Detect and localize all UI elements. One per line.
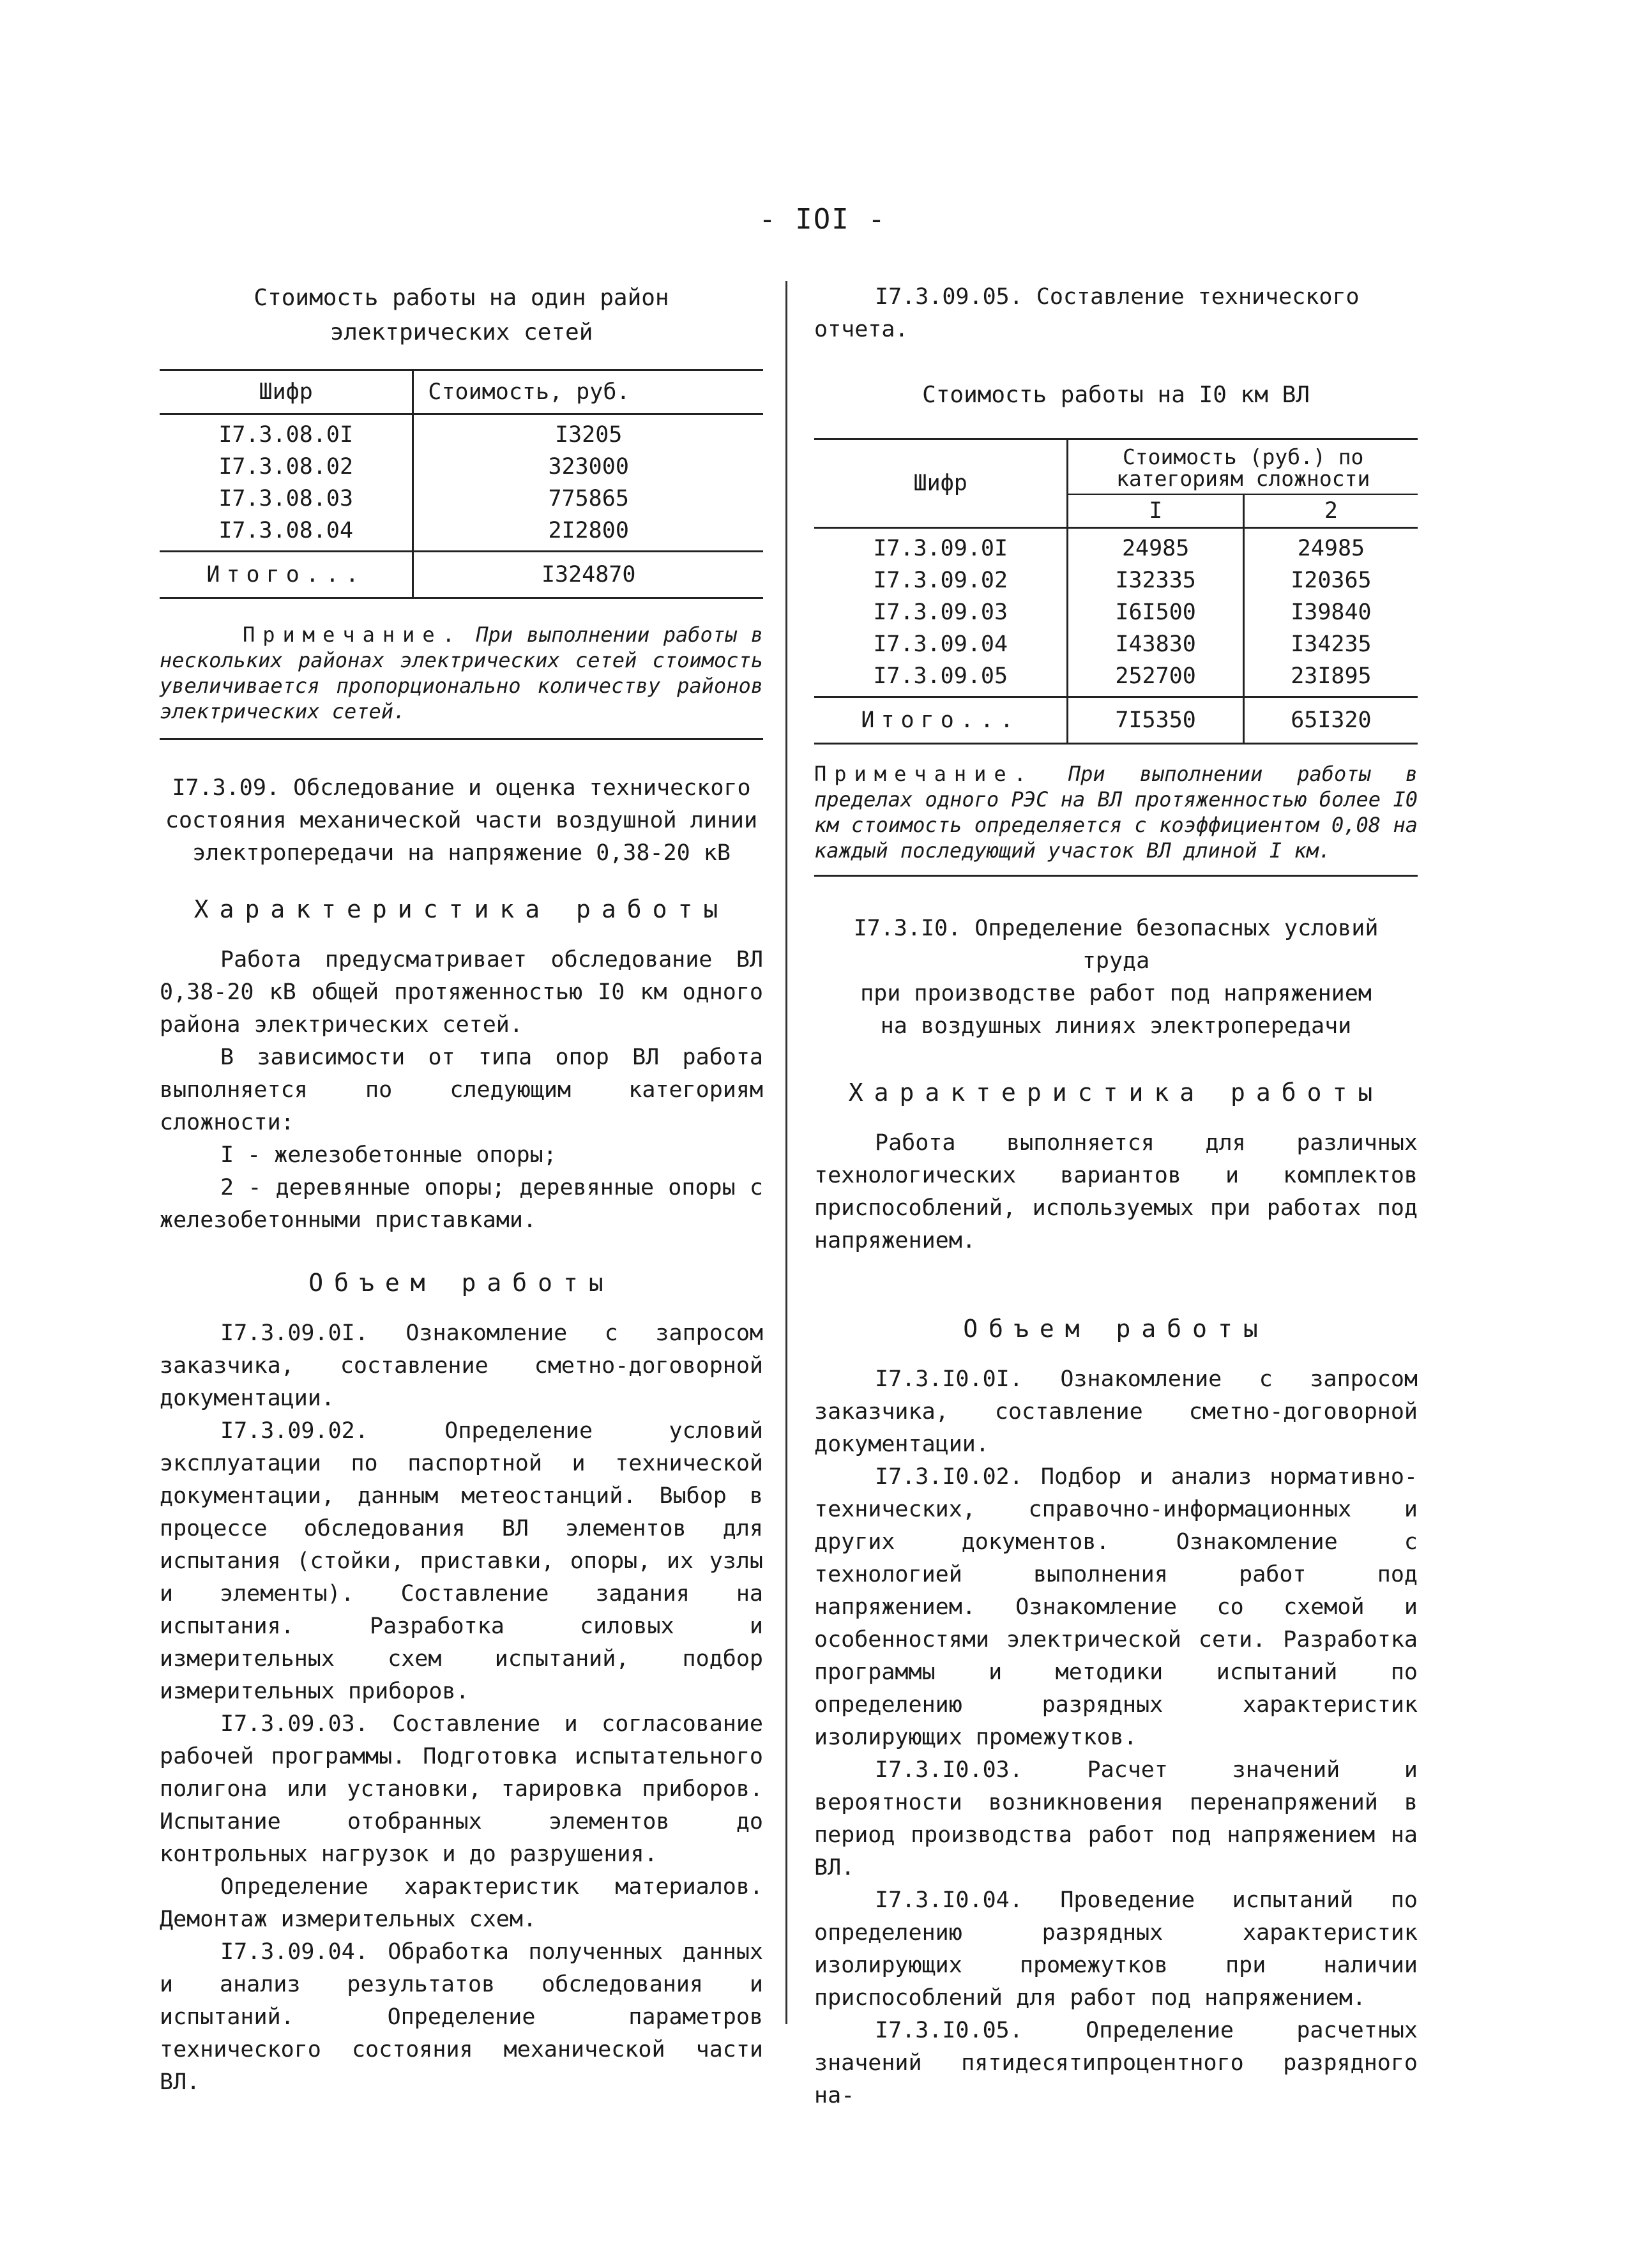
table2-c2: 23I895 (1291, 663, 1372, 689)
paragraph: I7.3.I0.02. Подбор и анализ нормативно-технических, справочно-информационных и других документов. Ознакомление с технологией выполнения работ под напряжением. Ознакомление со схемой и особенностями электрической сети. Разработка программы и методики испытаний по определению разрядных характеристик изолирующих промежутков. (814, 1464, 1418, 1750)
section-0910-title-line: I7.3.I0. Определение безопасных условий труда (853, 916, 1379, 974)
table1-cost: 323000 (548, 454, 629, 480)
table1-code: I7.3.08.02 (160, 451, 413, 483)
paragraph: Определение характеристик материалов. Демонтаж измерительных схем. (160, 1874, 763, 1932)
table-row (814, 564, 1418, 596)
table1-col-cost: Стоимость, руб. (413, 370, 763, 414)
table2-code: I7.3.09.04 (814, 628, 1068, 660)
table2-c2: I34235 (1291, 631, 1372, 657)
table1-cost: 2I2800 (548, 518, 629, 543)
table2-total-c2: 65I320 (1243, 697, 1418, 744)
table2 (814, 438, 1418, 745)
section-0909-title (160, 772, 763, 870)
table1-total-row (160, 552, 763, 598)
char-body-right (814, 1127, 1418, 1257)
paragraph: I7.3.09.0I. Ознакомление с запросом заказчика, составление сметно-договорной документации. (160, 1320, 763, 1411)
table1-caption (160, 281, 763, 350)
table1-code: I7.3.08.03 (160, 483, 413, 515)
table1-header (160, 370, 763, 414)
table2-total-row (814, 697, 1418, 744)
table1-caption-line2: электрических сетей (330, 319, 593, 345)
char-heading-left: Характеристика работы (193, 895, 729, 923)
paragraph: В зависимости от типа опор ВЛ работа выполняется по следующим категориям сложности: (160, 1045, 763, 1135)
table-row (160, 515, 763, 552)
table2-code: I7.3.09.0I (814, 528, 1068, 565)
char-heading-right: Характеристика работы (848, 1078, 1384, 1107)
note1-text: При выполнении работы в нескольких районах электрических сетей стоимость увеличивается пропорционально количеству районов электрических сетей. (160, 623, 764, 723)
table-row (814, 528, 1418, 565)
table1-cost: 775865 (548, 486, 629, 511)
table-row (160, 414, 763, 451)
volume-heading-right: Объем работы (963, 1315, 1269, 1343)
section-0910-title-line: при производстве работ под напряжением (860, 981, 1372, 1006)
table1-code: I7.3.08.04 (160, 515, 413, 552)
right-column (814, 281, 1418, 2112)
paragraph: Работа предусматривает обследование ВЛ 0,38-20 кВ общей протяженностью I0 км одного района электрических сетей. (160, 947, 763, 1038)
table2-c1: 24985 (1068, 528, 1243, 565)
intro-0905 (814, 281, 1418, 346)
section-0910-title (814, 912, 1418, 1043)
table2-cat1: I (1068, 494, 1243, 528)
note1 (160, 622, 763, 724)
paragraph: I7.3.09.04. Обработка полученных данных и анализ результатов обследования и испытаний. Определение параметров технического состояния механической части ВЛ. (160, 1939, 763, 2095)
column-divider (785, 281, 787, 2024)
table2-total-c1: 7I5350 (1068, 697, 1243, 744)
table-row (160, 483, 763, 515)
table2-c1: 252700 (1068, 660, 1243, 697)
table2-c2: I39840 (1291, 600, 1372, 625)
volume-body-left (160, 1317, 763, 2099)
table2-c2: I20365 (1291, 568, 1372, 593)
section-0909-title-line: I7.3.09. Обследование и оценка технического (172, 775, 751, 801)
table2-c1: I43830 (1068, 628, 1243, 660)
paragraph: I7.3.I0.04. Проведение испытаний по определению разрядных характеристик изолирующих промежутков при наличии приспособлений для работ под напряжением. (814, 1887, 1418, 2011)
paragraph: I7.3.I0.03. Расчет значений и вероятности возникновения перенапряжений в период производства работ под напряжением на ВЛ. (814, 1757, 1418, 1880)
table2-total-label: Итого... (814, 697, 1068, 744)
table1-total-value: I324870 (413, 552, 763, 598)
paragraph: Работа выполняется для различных технологических вариантов и комплектов приспособлений, используемых при работах под напряжением. (814, 1130, 1418, 1253)
paragraph: I7.3.09.03. Составление и согласование рабочей программы. Подготовка испытательного полигона или установки, тарировка приборов. Испытание отобранных элементов до контрольных нагрузок и до разрушения. (160, 1711, 763, 1867)
note2-rule (814, 875, 1418, 877)
table1-total-label: Итого... (160, 552, 413, 598)
table2-caption: Стоимость работы на I0 км ВЛ (922, 382, 1310, 408)
paragraph: I7.3.I0.05. Определение расчетных значений пятидесятипроцентного разрядного на- (814, 2018, 1418, 2108)
table2-code: I7.3.09.03 (814, 596, 1068, 628)
table-row (814, 596, 1418, 628)
volume-body-right (814, 1363, 1418, 2112)
note1-label: Примечание. (243, 623, 462, 647)
table-row (160, 451, 763, 483)
paragraph: I - железобетонные опоры; (220, 1142, 557, 1168)
table2-code: I7.3.09.05 (814, 660, 1068, 697)
section-0909-title-line: электропередачи на напряжение 0,38-20 кВ (192, 840, 731, 866)
table1-caption-line1: Стоимость работы на один район (254, 285, 669, 311)
table1 (160, 369, 763, 599)
section-0909-title-line: состояния механической части воздушной линии (165, 808, 758, 833)
table-row (814, 660, 1418, 697)
table2-c2: 24985 (1297, 536, 1365, 561)
note1-rule (160, 738, 763, 740)
paragraph: I7.3.I0.0I. Ознакомление с запросом заказчика, составление сметно-договорной документации. (814, 1366, 1418, 1457)
volume-heading-left: Объем работы (308, 1269, 614, 1297)
note2 (814, 761, 1418, 863)
table2-code: I7.3.09.02 (814, 564, 1068, 596)
note2-text: При выполнении работы в пределах одного РЭС на ВЛ протяженностью более I0 км стоимость определяется с коэффициентом 0,08 на каждый последующий участок ВЛ длиной I км. (814, 762, 1418, 863)
table2-c1: I6I500 (1068, 596, 1243, 628)
table1-code: I7.3.08.0I (160, 414, 413, 451)
note2-label: Примечание. (814, 762, 1034, 786)
table2-c1: I32335 (1068, 564, 1243, 596)
intro-line1: I7.3.09.05. Составление технического (875, 284, 1360, 310)
intro-line2: отчета. (814, 317, 909, 342)
table2-cat2: 2 (1243, 494, 1418, 528)
table2-col-code: Шифр (814, 439, 1068, 528)
table1-cost: I3205 (555, 422, 623, 448)
section-0910-title-line: на воздушных линиях электропередачи (880, 1013, 1352, 1039)
table1-col-code: Шифр (160, 370, 413, 414)
table2-col-cost: Стоимость (руб.) по категориям сложности (1068, 439, 1418, 495)
char-body-left (160, 944, 763, 1237)
page-number: - IOI - (759, 203, 886, 236)
paragraph: I7.3.09.02. Определение условий эксплуатации по паспортной и технической документации, данным метеостанций. Выбор в процессе обследования ВЛ элементов для испытания (стойки, приставки, опоры, их узлы и элементы). Составление задания на испытания. Разработка силовых и измерительных схем испытаний, подбор измерительных приборов. (160, 1418, 763, 1704)
paragraph: 2 - деревянные опоры; деревянные опоры с железобетонными приставками. (160, 1175, 763, 1233)
table2-header-row1 (814, 439, 1418, 495)
table-row (814, 628, 1418, 660)
left-column (160, 281, 763, 2099)
